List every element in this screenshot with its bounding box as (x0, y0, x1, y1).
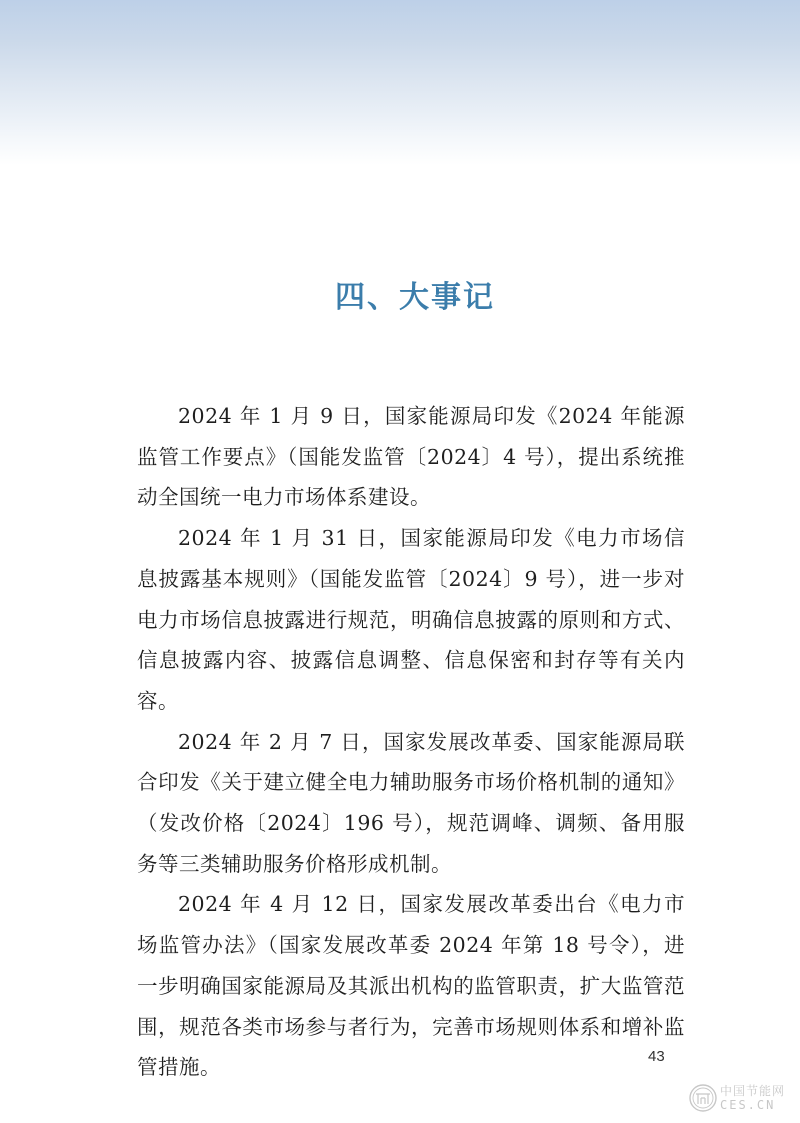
watermark-en-text: CES.CN (720, 1098, 776, 1112)
header-gradient-band (0, 0, 800, 165)
event-paragraph-4: 2024 年 4 月 12 日，国家发展改革委出台《电力市场监管办法》（国家发展改革委 2024 年第 18 号令），进一步明确国家能源局及其派出机构的监管职责，扩大监管范围，规范各类市场参与者行为，完善市场规则体系和增补监管措施。 (137, 892, 685, 1080)
section-title: 四、大事记 (335, 280, 495, 316)
page-number: 43 (648, 1048, 665, 1065)
events-list (137, 396, 685, 1088)
ces-logo-icon (688, 1083, 718, 1113)
event-paragraph-3: 2024 年 2 月 7 日，国家发展改革委、国家能源局联合印发《关于建立健全电力辅助服务市场价格机制的通知》（发改价格〔2024〕196 号），规范调峰、调频、备用服务等三类辅助服务价格形成机制。 (137, 729, 685, 876)
event-paragraph-2: 2024 年 1 月 31 日，国家能源局印发《电力市场信息披露基本规则》（国能发监管〔2024〕9 号），进一步对电力市场信息披露进行规范，明确信息披露的原则和方式、信息披露内容、披露信息调整、信息保密和封存等有关内容。 (137, 526, 685, 713)
watermark (688, 1078, 796, 1118)
watermark-text (720, 1084, 785, 1112)
watermark-cn-text: 中国节能网 (720, 1084, 786, 1098)
event-paragraph-1: 2024 年 1 月 9 日，国家能源局印发《2024 年能源监管工作要点》（国能发监管〔2024〕4 号），提出系统推动全国统一电力市场体系建设。 (137, 404, 685, 510)
